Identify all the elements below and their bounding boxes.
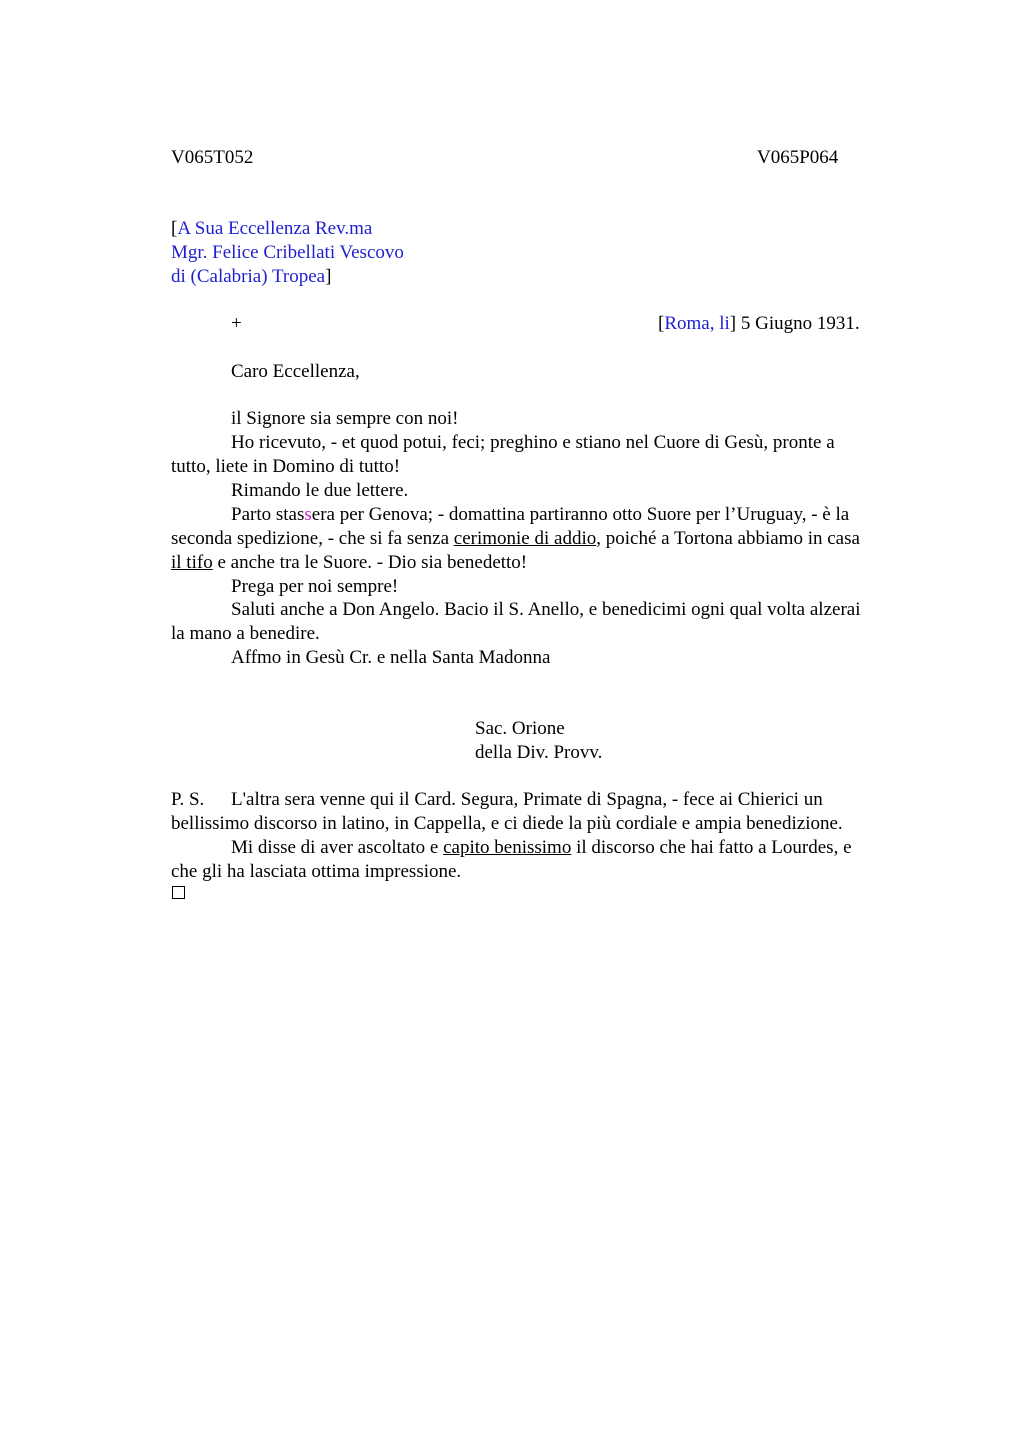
body-line: Saluti anche a Don Angelo. Bacio il S. Anello, e benedicimi ogni qual volta alzerai — [231, 599, 861, 620]
body-line: Ho ricevuto, - et quod potui, feci; preghino e stiano nel Cuore di Gesù, pronte a — [231, 432, 835, 453]
end-of-document-box — [172, 886, 185, 899]
postscript-label: P. S. — [171, 789, 205, 810]
header-left-code: V065T052 — [171, 147, 254, 168]
signature-title: della Div. Provv. — [475, 742, 603, 763]
body-line: il tifo e anche tra le Suore. - Dio sia benedetto! — [171, 552, 528, 573]
dateline: [Roma, li] 5 Giugno 1931. — [658, 313, 860, 334]
body-line: Parto stassera per Genova; - domattina partiranno otto Suore per l’Uruguay, - è la — [231, 504, 850, 525]
closing: Affmo in Gesù Cr. e nella Santa Madonna — [231, 647, 551, 668]
body-line: tutto, liete in Domino di tutto! — [171, 456, 401, 477]
body-line: la mano a benedire. — [171, 623, 320, 644]
postscript-line: L'altra sera venne qui il Card. Segura, Primate di Spagna, - fece ai Chierici un — [231, 789, 823, 810]
underlined-text: il tifo — [171, 552, 213, 573]
editor-mark: s — [304, 504, 312, 525]
recipient-line-3: di (Calabria) Tropea] — [171, 266, 332, 287]
salutation: Caro Eccellenza, — [231, 361, 360, 382]
underlined-text: capito benissimo — [443, 837, 572, 858]
postscript-line: bellissimo discorso in latino, in Cappella, e ci diede la più cordiale e ampia benedizione. — [171, 813, 843, 834]
postscript-line: Mi disse di aver ascoltato e capito benissimo il discorso che hai fatto a Lourdes, e — [231, 837, 852, 858]
signature-name: Sac. Orione — [475, 718, 565, 739]
recipient-line-1: [A Sua Eccellenza Rev.ma — [171, 218, 373, 239]
cross-mark: + — [231, 313, 242, 334]
body-line: Prega per noi sempre! — [231, 576, 399, 597]
body-line: Rimando le due lettere. — [231, 480, 409, 501]
body-line: il Signore sia sempre con noi! — [231, 408, 459, 429]
header-right-code: V065P064 — [757, 147, 839, 168]
recipient-line-2: Mgr. Felice Cribellati Vescovo — [171, 242, 404, 263]
underlined-text: cerimonie di addio — [453, 528, 597, 549]
body-line: seconda spedizione, - che si fa senza cerimonie di addio, poiché a Tortona abbiamo in casa — [171, 528, 860, 549]
postscript-line: che gli ha lasciata ottima impressione. — [171, 861, 462, 882]
